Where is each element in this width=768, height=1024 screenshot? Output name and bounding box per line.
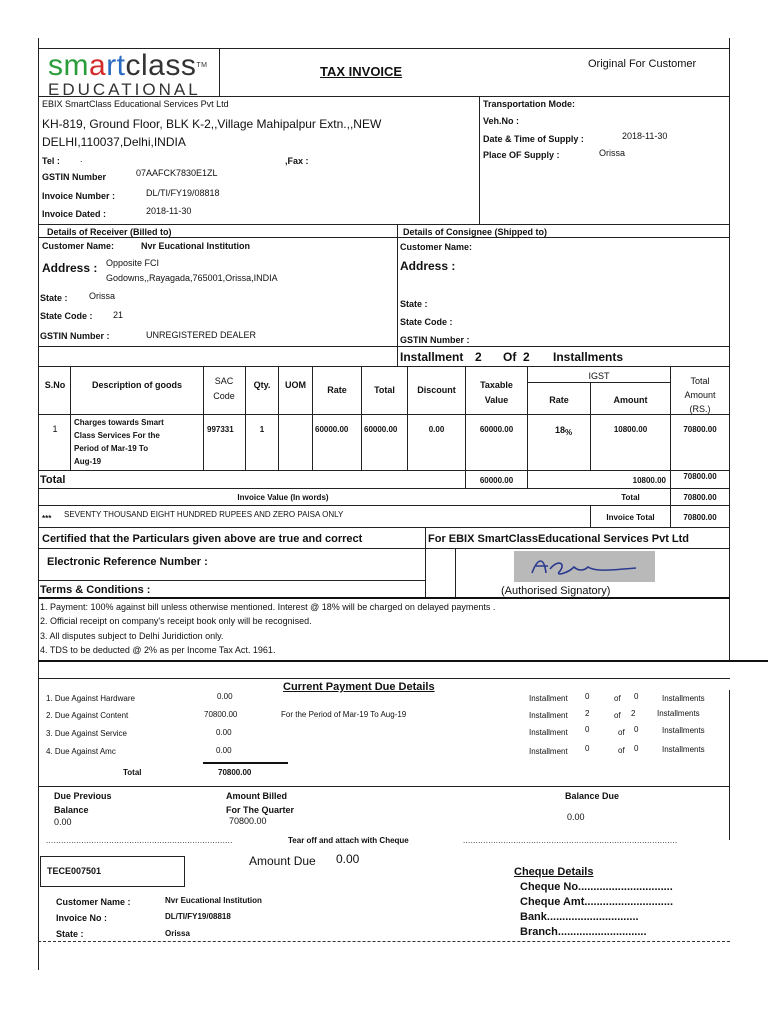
amount-due-label: Amount Due [249, 854, 316, 868]
cheque-heading: Cheque Details [514, 866, 594, 878]
receiver-heading: Details of Receiver (Billed to) [47, 227, 172, 237]
address-label: Address : [42, 261, 98, 275]
certify-divider [425, 528, 426, 598]
customer-label: Customer Name: [42, 241, 115, 251]
address-line-1: Opposite FCI [106, 258, 160, 268]
th-igst-rate: Rate [549, 395, 569, 405]
col-line [407, 366, 408, 470]
term-item: 1. Payment: 100% against bill unless otherwise mentioned. Interest @ 18% will be charged on delayed payments . [40, 602, 496, 612]
th-desc: Description of goods [92, 380, 182, 390]
due-of: of [614, 711, 621, 720]
cell-desc-1: Charges towards Smart [74, 418, 164, 427]
veh-label: Veh.No : [483, 116, 520, 126]
page-right-border-lower [729, 690, 730, 840]
cell-qty: 1 [259, 425, 265, 434]
quarter-value: 70800.00 [229, 816, 267, 826]
gstin-value: 07AAFCK7830E1ZL [136, 168, 218, 178]
installment-of: Of [503, 350, 517, 364]
consignee-address-label: Address : [400, 259, 456, 273]
words-stars: *** [42, 514, 52, 523]
words-total-label: Total [621, 493, 640, 502]
th-uom: UOM [285, 380, 306, 390]
th-total: Total [374, 385, 395, 395]
due-value: 0.00 [216, 746, 232, 755]
amount-billed-label: Amount Billed [226, 791, 287, 801]
term-item: 3. All disputes subject to Delhi Juridiction only. [40, 631, 224, 641]
due-label: 2. Due Against Content [46, 711, 129, 720]
due-label: 1. Due Against Hardware [46, 694, 135, 703]
total-amount: 70800.00 [683, 472, 717, 481]
table-total-rule [38, 488, 730, 489]
invoice-total-label: Invoice Total [606, 513, 655, 522]
th-rate: Rate [327, 385, 347, 395]
cheque-branch: Branch............................. [520, 926, 647, 938]
due-label: 3. Due Against Service [46, 729, 127, 738]
col-line [361, 366, 362, 470]
total-label: Total [40, 474, 66, 486]
for-company: For EBIX SmartClassEducational Services Pvt Ltd [428, 533, 690, 545]
stub-code-box [40, 856, 185, 887]
due-previous-label: Due Previous [54, 791, 112, 801]
receiver-divider [397, 224, 398, 366]
due-cur: 0 [585, 692, 590, 701]
amount-in-words: SEVENTY THOUSAND EIGHT HUNDRED RUPEES AND ZERO PAISA ONLY [64, 510, 344, 519]
due-label: 4. Due Against Amc [46, 747, 116, 756]
consignee-state-label: State : [400, 299, 428, 309]
tear-dots-right: ..................................................................................... [463, 836, 678, 845]
seller-address-2: DELHI,110037,Delhi,INDIA [42, 135, 186, 149]
invoice-dated-value: 2018-11-30 [146, 206, 192, 216]
cell-rate: 60000.00 [315, 425, 349, 434]
sig-left-line [455, 548, 456, 598]
stub-state-label: State : [56, 929, 84, 939]
cheque-amt: Cheque Amt............................. [520, 896, 674, 908]
words-bottom-rule [38, 527, 730, 528]
customer-value: Nvr Eucational Institution [141, 241, 251, 251]
th-taxable-1: Taxable [480, 380, 513, 390]
receiver-head-rule [38, 237, 730, 238]
total-taxable: 60000.00 [479, 476, 514, 485]
seller-address-1: KH-819, Ground Floor, BLK K-2,,Village Mahipalpur Extn.,,NEW [42, 117, 382, 131]
stub-code: TECE007501 [47, 866, 102, 876]
th-total-amount-2: Amount [684, 390, 716, 400]
due-total-rule [203, 762, 288, 764]
due-total-value: 70800.00 [218, 768, 252, 777]
due-cur: 0 [585, 725, 590, 734]
stub-customer-label: Customer Name : [56, 897, 131, 907]
words-total-value: 70800.00 [683, 493, 717, 502]
due-inst: Installment [529, 711, 568, 720]
gstin-label: GSTIN Number [42, 172, 107, 182]
logo-divider [219, 48, 220, 96]
seller-name: EBIX SmartClass Educational Services Pvt Ltd [42, 99, 229, 109]
logo-subtitle: EDUCATIONAL [48, 80, 201, 99]
due-of: of [618, 728, 625, 737]
ern-label: Electronic Reference Number : [47, 556, 208, 568]
stub-bottom-dashes [38, 941, 730, 942]
installment-total: 2 [523, 350, 530, 364]
terms-heading: Terms & Conditions : [40, 584, 151, 596]
consignee-state-code-label: State Code : [400, 317, 453, 327]
cell-total: 60000.00 [364, 425, 398, 434]
place-label: Place OF Supply : [483, 150, 560, 160]
state-label: State : [40, 293, 68, 303]
authorised-signatory: (Authorised Signatory) [501, 585, 611, 597]
place-value: Orissa [599, 148, 626, 158]
state-value: Orissa [89, 291, 116, 301]
stub-invoice-value: DL/TI/FY19/08818 [165, 912, 231, 921]
invoice-number-value: DL/TI/FY19/08818 [146, 188, 220, 198]
installment-label: Installment [400, 350, 464, 364]
transport-mode-label: Transportation Mode: [483, 99, 575, 109]
col-line [527, 366, 528, 488]
installment-top-rule [38, 346, 730, 347]
smartclass-logo: smartclass™ EDUCATIONAL [48, 49, 208, 99]
due-total-label: Total [123, 768, 142, 777]
invoice-number-label: Invoice Number : [42, 191, 116, 201]
due-suffix: Installments [657, 709, 700, 718]
signature-image [514, 551, 655, 582]
due-tot: 0 [634, 744, 639, 753]
copy-label: Original For Customer [588, 58, 697, 70]
balance-due-label: Balance Due [565, 791, 620, 801]
cell-total-amount: 70800.00 [683, 425, 717, 434]
certify-text: Certified that the Particulars given above are true and correct [42, 533, 363, 545]
cell-desc-3: Period of Mar-19 To [74, 444, 149, 453]
table-row-rule [38, 470, 730, 471]
th-total-amount-1: Total [690, 376, 710, 386]
invoice-total-value: 70800.00 [683, 513, 717, 522]
words-label: Invoice Value (In words) [237, 493, 329, 502]
due-tot: 0 [634, 692, 639, 701]
due-tot: 0 [634, 725, 639, 734]
balance-due-value: 0.00 [567, 812, 585, 822]
consignee-customer-label: Customer Name: [400, 242, 473, 252]
amount-due-value: 0.00 [336, 852, 360, 866]
total-igst: 10800.00 [632, 476, 666, 485]
tel-label: Tel : [42, 156, 60, 166]
col-line [312, 366, 313, 470]
table-top-rule [38, 366, 730, 367]
table-head-rule [38, 414, 730, 415]
invoice-dated-label: Invoice Dated : [42, 209, 107, 219]
installment-current: 2 [475, 350, 482, 364]
document-title: TAX INVOICE [320, 64, 403, 79]
th-sac-1: SAC [214, 376, 234, 386]
supply-value: 2018-11-30 [622, 131, 668, 141]
th-taxable-2: Value [484, 395, 509, 405]
th-igst-amount: Amount [613, 395, 648, 405]
balance-label: Balance [54, 805, 89, 815]
due-cur: 0 [585, 744, 590, 753]
due-period: For the Period of Mar-19 To Aug-19 [281, 710, 407, 719]
installment-suffix: Installments [553, 350, 624, 364]
cell-desc-2: Class Services For the [74, 431, 160, 440]
cheque-no: Cheque No............................... [520, 881, 673, 893]
due-cur: 2 [585, 709, 590, 718]
th-qty: Qty. [253, 380, 271, 390]
due-inst: Installment [529, 694, 568, 703]
th-sac-2: Code [213, 391, 235, 401]
cell-igst-amount: 10800.00 [613, 425, 648, 434]
state-code-value: 21 [113, 310, 124, 320]
th-sno: S.No [44, 380, 66, 390]
due-top-rule [38, 678, 730, 679]
cell-sno: 1 [52, 424, 58, 434]
quarter-label: For The Quarter [226, 805, 295, 815]
terms-bottom-rule [38, 660, 768, 662]
cell-desc-4: Aug-19 [74, 457, 102, 466]
term-item: 4. TDS to be deducted @ 2% as per Income Tax Act. 1961. [40, 645, 276, 655]
consignee-gstin-label: GSTIN Number : [400, 335, 470, 345]
due-inst: Installment [529, 728, 568, 737]
cell-sac: 997331 [207, 425, 234, 434]
term-item: 2. Official receipt on company's receipt book only will be recognised. [40, 616, 312, 626]
words-rule [38, 505, 730, 506]
transport-divider [479, 96, 480, 224]
balance-value: 0.00 [54, 817, 72, 827]
stub-state-value: Orissa [165, 929, 190, 938]
tear-dots-left: .......................................................................... [46, 836, 233, 845]
cell-taxable: 60000.00 [479, 425, 514, 434]
terms-rule [38, 597, 730, 599]
certify-rule [38, 548, 730, 549]
ern-rule [38, 580, 425, 581]
stub-customer-value: Nvr Eucational Institution [165, 896, 262, 905]
due-of: of [614, 694, 621, 703]
cell-discount: 0.00 [428, 425, 445, 434]
due-heading: Current Payment Due Details [283, 681, 435, 693]
consignee-heading: Details of Consignee (Shipped to) [403, 227, 548, 237]
due-suffix: Installments [662, 694, 705, 703]
page-left-border [38, 38, 39, 970]
due-value: 0.00 [217, 692, 233, 701]
due-suffix: Installments [662, 726, 705, 735]
col-line [70, 366, 71, 470]
th-discount: Discount [417, 385, 456, 395]
page-right-border [729, 38, 730, 662]
th-igst: IGST [588, 371, 610, 381]
fax-label: ,Fax : [285, 156, 309, 166]
state-code-label: State Code : [40, 311, 93, 321]
signature-stroke [514, 551, 655, 582]
igst-subrule [528, 382, 670, 383]
due-tot: 2 [631, 709, 636, 718]
due-inst: Installment [529, 747, 568, 756]
due-value: 70800.00 [204, 710, 238, 719]
receiver-gstin-label: GSTIN Number : [40, 331, 110, 341]
receiver-top-rule [38, 224, 730, 225]
supply-label: Date & Time of Supply : [483, 134, 584, 144]
cell-igst-rate: 18% [555, 425, 573, 437]
receiver-gstin-value: UNREGISTERED DEALER [146, 330, 257, 340]
cheque-bank: Bank.............................. [520, 911, 639, 923]
tel-value: . [80, 154, 83, 164]
tear-off-text: Tear off and attach with Cheque [288, 836, 409, 845]
summary-rule [38, 786, 730, 787]
address-line-2: Godowns,,Rayagada,765001,Orissa,INDIA [106, 273, 278, 283]
due-suffix: Installments [662, 745, 705, 754]
th-total-amount-3: (RS.) [689, 404, 711, 414]
stub-invoice-label: Invoice No : [56, 913, 108, 923]
due-value: 0.00 [216, 728, 232, 737]
due-of: of [618, 746, 625, 755]
